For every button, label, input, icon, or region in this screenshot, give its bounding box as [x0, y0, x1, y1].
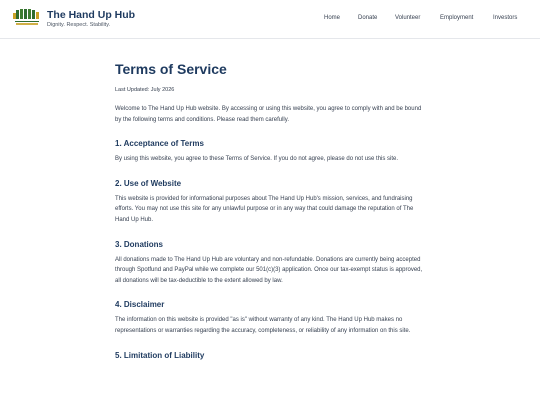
section-body-donations: All donations made to The Hand Up Hub are voluntary and non-refundable. Donations are currently being accepted through Spotfund and PayPal while we complete our 501(c)(3) application. Once our tax-exempt status is approved, all donations will be tax-deductible to the extent allowed by law.	[115, 256, 423, 284]
nav-investors[interactable]: Investors	[493, 15, 518, 21]
section-heading-donations: 3. Donations	[115, 239, 164, 249]
brand-title[interactable]: The Hand Up Hub	[47, 9, 136, 21]
nav-donate[interactable]: Donate	[358, 15, 378, 21]
intro-paragraph: Welcome to The Hand Up Hub website. By accessing or using this website, you agree to comply with and be bound by the following terms and conditions. Please read them carefully.	[115, 106, 422, 123]
terms-content	[115, 60, 427, 361]
hand-up-hub-logo-icon[interactable]	[12, 9, 42, 29]
nav-home[interactable]: Home	[324, 15, 341, 21]
nav-volunteer[interactable]: Volunteer	[395, 15, 421, 21]
brand-tagline: Dignity. Respect. Stability.	[47, 22, 111, 28]
section-heading-acceptance: 1. Acceptance of Terms	[115, 139, 204, 149]
section-heading-liability: 5. Limitation of Liability	[115, 350, 205, 360]
section-body-use: This website is provided for informational purposes about The Hand Up Hub's mission, services, and fundraising efforts. You may not use this site for any unlawful purpose or in any way that could damage the reputation of The Hand Up Hub.	[115, 195, 414, 223]
last-updated: Last Updated: July 2026	[115, 87, 175, 93]
section-heading-disclaimer: 4. Disclaimer	[115, 300, 165, 310]
site-header	[0, 0, 540, 39]
section-heading-use: 2. Use of Website	[115, 178, 182, 188]
nav-employment[interactable]: Employment	[440, 15, 474, 21]
section-body-disclaimer: The information on this website is provided "as is" without warranty of any kind. The Hand Up Hub makes no representations or warranties regarding the accuracy, completeness, or reliability of any information on this site.	[115, 317, 411, 334]
page-title: Terms of Service	[115, 61, 227, 77]
section-body-acceptance: By using this website, you agree to these Terms of Service. If you do not agree, please do not use this site.	[115, 156, 399, 163]
